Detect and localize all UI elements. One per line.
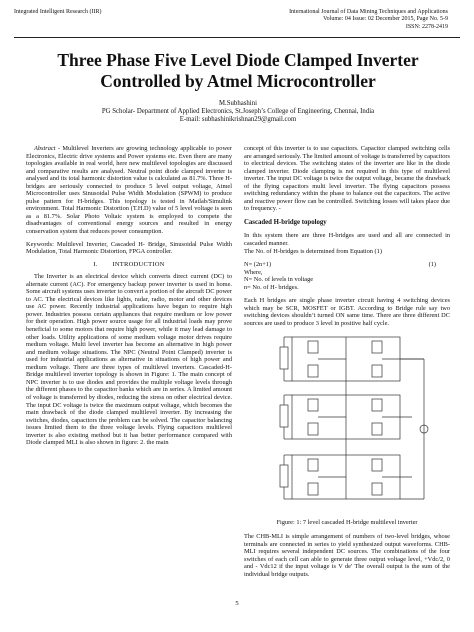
abstract-label: Abstract [34, 145, 56, 152]
left-column [26, 145, 232, 452]
author-email: E-mail: subhashinikrishnan29@gmail.com [179, 116, 297, 124]
equation-where [244, 269, 450, 292]
page-number: 5 [235, 600, 239, 607]
cascaded-hbridge-diagram [244, 333, 450, 515]
where-n: n= No. of H- bridges. [244, 283, 299, 291]
journal-publisher: Integrated Intelligent Research (IIR) [14, 9, 102, 15]
author-name: M.Subhashini [219, 100, 257, 107]
hbridge-2 [280, 395, 412, 439]
figure-caption: Figure: 1: 7 level cascaded H-bridge multilevel inverter [276, 519, 418, 527]
journal-issn: ISSN: 2278-2419 [405, 23, 448, 30]
right-column [244, 145, 450, 583]
hbridge-intro: In this system there are three H-bridges are used and all are connected in cascaded manner. [244, 232, 450, 248]
hbridge-description: Each H bridges are single phase inverter circuit having 4 switching devices which may be SCR, MOSFET or IGBT. According to Bridge rule say two switching devices shouldn’t turned ON same time. There are three different DC sources are used to produce 3 level in positive half cycle. [244, 297, 450, 327]
title-line-2: Controlled by Atmel Microcontroller [100, 71, 376, 91]
author-affiliation: PG Scholar- Department of Applied Electronics, St.Joseph’s College of Engineering, Chennai, India [101, 108, 375, 116]
subsection-heading: Cascaded H-bridge topology [244, 218, 327, 226]
flying-capacitor-text: concept of this inverter is to use capacitors. Capacitor clamped switching cells are arranged seriously. The limited amount of voltage is transferred by capacitors to electrical devices. The switching states of the inverter are like in the diode clamped inverter. Diode clamping is not required in this type of multilevel inverter. The input DC voltage is twice the output voltage, became the drawback of the flying capacitors multi level inverter. The flying capacitors possess switching redundancy within the phase to balance out the capacitors. The active and reactive power flow can be controlled. Switching losses will takes place due to frequency. - [244, 145, 450, 213]
paper-title [20, 50, 456, 92]
where-N: N= No. of levels in voltage [244, 276, 314, 284]
equation-number: (1) [428, 261, 436, 269]
circuit-figure [244, 333, 450, 515]
abstract [26, 145, 232, 236]
title-line-1: Three Phase Five Level Diode Clamped Inverter [57, 50, 419, 70]
abstract-text: - Multilevel Inverters are growing technology applicable to power Electronics, Electric drive systems and Power systems etc. Even there are many topologies available in real world, here new multilevel topologies are discussed and comparative results are analysed. Neutral point diode clamped inverter is analysed and its total harmonic distortion value is calculated as 81.7%. Three H-bridges are seriously connected to produce 5 level output voltage, Atmel Microcontroller uses Sinusoidal Pulse Width Modulation (SPWM) to produce pulse pattern for H-bridges. This topology is tested in Matlab/Simulink environment. Total Harmonic Distortion (T.H.D) value of 5 level voltage is seen as a 81.7%. Solar Photo Voltaic system is employed to compete the disadvantages of conventional energy sources and resulted in energy conservation system that reduces power consumption. [26, 145, 232, 236]
equation: N= (2n+1) [244, 261, 272, 269]
journal-name: International Journal of Data Mining Techniques and Applications [289, 9, 448, 15]
hbridge-3 [280, 455, 412, 499]
where-label: Where, [244, 268, 263, 276]
section-heading-introduction: I. INTRODUCTION [93, 260, 165, 268]
equation-line [244, 261, 450, 269]
keywords: Keywords: Multilevel Inverter, Cascaded H- Bridge, Sinusoidal Pulse Width Modulation, Total Harmonic Distortion, FPGA controller. [26, 240, 232, 256]
journal-volume: Volume: 04 Issue: 02 December 2015, Page No. 5-9 [323, 16, 448, 23]
header-rule [14, 37, 460, 38]
chb-mli-description: The CHB-MLI is simple arrangement of numbers of two-level bridges, whose terminals are connected in series to yield synthesized output waveforms. CHB-MLI requires several independent DC sources. The combinations of the four switches of each cell can able to generate three output voltage level, +Vdc/2, 0 and - Vdc12 if the input voltage is V de' The overall output is the sum of the individual bridge outputs. [244, 533, 450, 578]
introduction-text: The Inverter is an electrical device which converts direct current (DC) to alternate current (AC). For emergency backup power inverter is used in home. Some aircraft systems uses inverter to convert a portion of the aircraft DC power to AC. The electrical devices like lights, radar, radio, motor and other devices use AC power. Recently industrial applications have begun to require high power. Industries possess certain appliances that require medium or low power for their operation. High power source usage for all industrial loads may prove beneficial to some motors that require high power, while it may lead damage to other loads. Utility applications of some medium voltage motor drives require medium voltage. Multi level inverter has become an alternative in high power and medium voltage situations. The NPC (Neutral Point Clamped) inverter is used for industrial applications as alternative in situations of high power and medium voltage. There are three types of multilevel inverters. Cascaded-H-Bridge multilevel inverter topology is shown in Figure: 1. The main concept of NPC inverter is to use diodes and provides the multiple voltage levels through the different phases to the capacitor banks which are in series. A limited amount of voltage is transferred by diodes, reducing the stress on other electrical device. The input DC voltage is twice the maximum output voltage, which becomes the main drawback of the diode clamped multilevel inverter. By increasing the switches, diodes, capacitors the problem can be solved. The capacitor balancing issues limited them to the three voltage levels. Flying capacitors multilevel inverter is also existing method but it has better performance compared with Diode clamped MLI is also shown in figure: 2. the main [26, 273, 232, 447]
hbridge-equation-ref: The No. of H-bridges is determined from Equation (1) [244, 247, 382, 255]
journal-info [289, 9, 448, 31]
author-block [20, 100, 456, 125]
